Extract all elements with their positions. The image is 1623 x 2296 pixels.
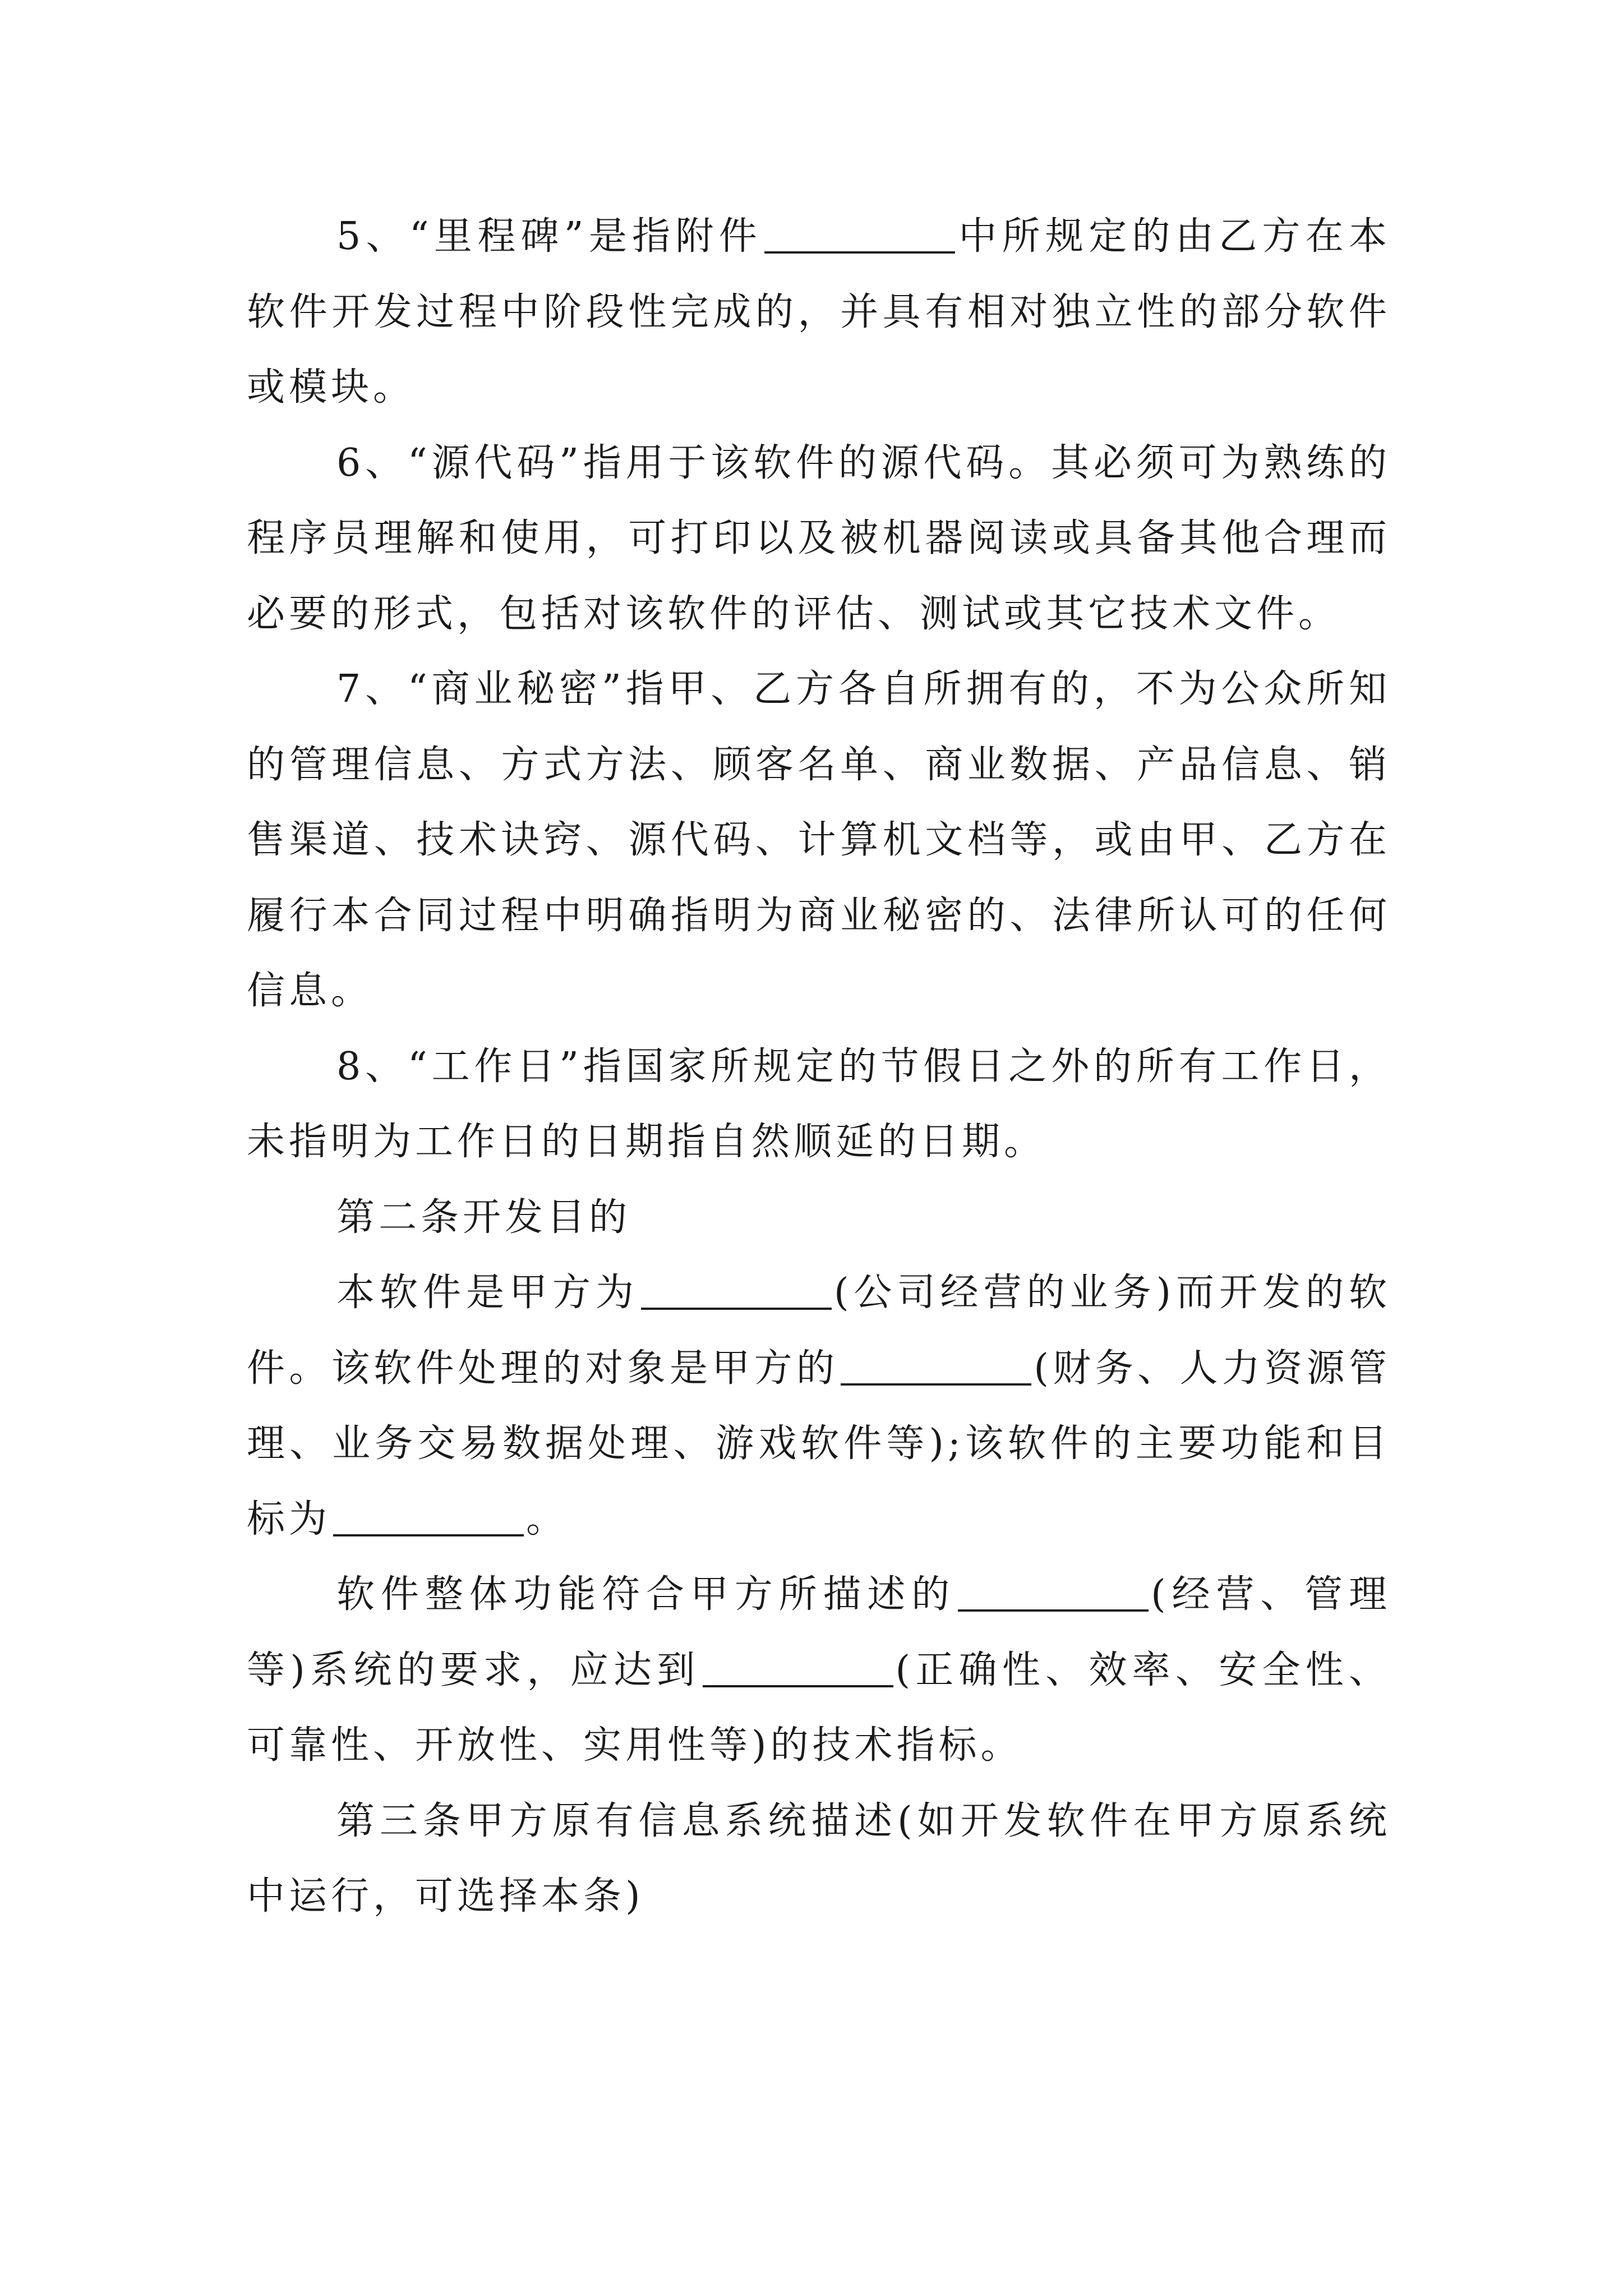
contract-page [247,199,1391,1935]
para-text: 软件整体功能符合甲方所描述的 [336,1572,956,1617]
section-heading-development-purpose [247,1180,1391,1256]
fill-in-blank[interactable] [841,1345,1031,1386]
para-text: 6、“源代码”指用于该软件的源代码。其必须可为熟练的程序员理解和使用，可打印以及被机器阅读或具备其他合理而必要的形式，包括对该软件的评估、测试或其它技术文件。 [247,440,1391,636]
definition-source-code [247,426,1391,652]
para-text: 本软件是甲方为 [336,1271,639,1315]
purpose-paragraph [247,1255,1391,1557]
para-text: 7、“商业秘密”指甲、乙方各自所拥有的，不为公众所知的管理信息、方式方法、顾客名单、商业数据、产品信息、销售渠道、技术诀窍、源代码、计算机文档等，或由甲、乙方在履行本合同过程中明确指明为商业秘密的、法律所认可的任何信息。 [247,667,1391,1013]
fill-in-blank[interactable] [641,1269,832,1310]
para-text: 8、“工作日”指国家所规定的节假日之外的所有工作日，未指明为工作日的日期指自然顺延的日期。 [247,1044,1391,1164]
fill-in-blank[interactable] [958,1571,1149,1612]
definition-trade-secret [247,652,1391,1029]
heading-text: 第二条开发目的 [336,1195,631,1240]
heading-text: 第三条甲方原有信息系统描述(如开发软件在甲方原系统中运行，可选择本条) [247,1798,1391,1918]
para-text: (经营、管理等)系统的要求，应达到 [247,1572,1391,1692]
fill-in-blank[interactable] [764,213,955,254]
section-heading-existing-system [247,1784,1391,1935]
fill-in-blank[interactable] [333,1496,524,1536]
para-text: (公司经营的业务)而开发的软件。该软件处理的对象是甲方的 [247,1271,1391,1391]
para-text: (财务、人力资源管理、业务交易数据处理、游戏软件等);该软件的主要功能和目标为 [247,1346,1391,1542]
para-text: (正确性、效率、安全性、可靠性、开放性、实用性等)的技术指标。 [247,1648,1391,1768]
definition-milestone [247,199,1391,426]
definition-workday [247,1029,1391,1180]
fill-in-blank[interactable] [703,1647,893,1687]
para-text: 5、“里程碑”是指附件 [336,214,763,259]
para-text: 中所规定的由乙方在本软件开发过程中阶段性完成的，并具有相对独立性的部分软件或模块。 [247,214,1391,409]
function-paragraph [247,1557,1391,1784]
para-text: 。 [526,1497,569,1542]
